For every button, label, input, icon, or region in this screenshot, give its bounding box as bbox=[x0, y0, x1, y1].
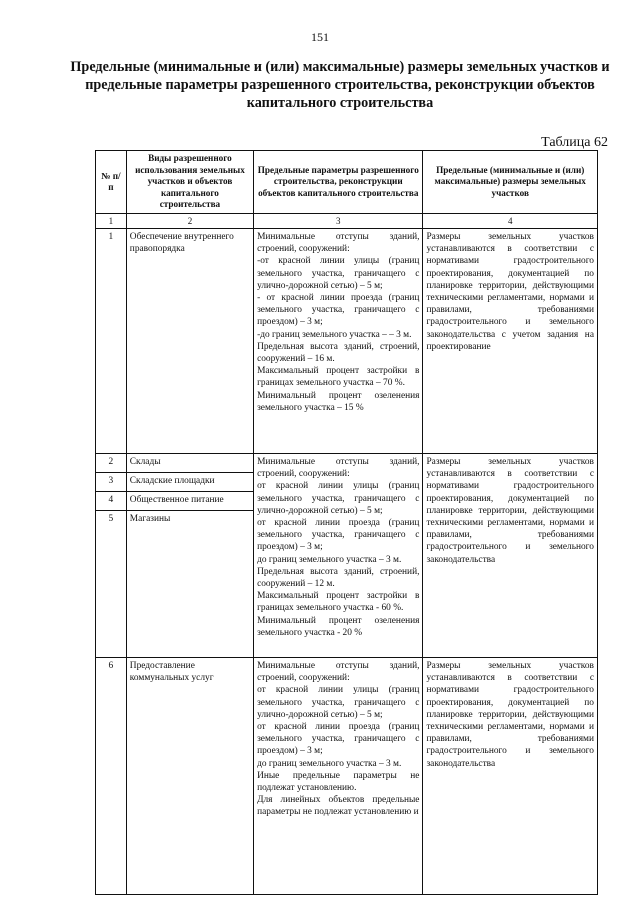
row-number: 3 bbox=[96, 473, 127, 492]
param-line: Минимальный процент озеленения земельного участка - 20 % bbox=[257, 615, 420, 638]
row-number: 4 bbox=[96, 492, 127, 511]
param-line: от красной линии улицы (границ земельного участка, граничащего с улично-дорожной сетью) – 5 м; bbox=[257, 481, 420, 516]
param-line: Минимальные отступы зданий, строений, сооружений: bbox=[257, 457, 420, 480]
table-row bbox=[96, 658, 598, 895]
table-header-row bbox=[96, 151, 598, 214]
param-line: от красной линии улицы (границ земельного участка, граничащего с улично-дорожной сетью) – 5 м; bbox=[257, 685, 420, 720]
param-line: Для линейных объектов предельные параметры не подлежат установлению и bbox=[257, 795, 420, 818]
use-type-name: Предоставление коммунальных услуг bbox=[126, 658, 253, 895]
use-type-name: Обеспечение внутреннего правопорядка bbox=[126, 229, 253, 454]
param-line: до границ земельного участка – 3 м. bbox=[257, 758, 402, 769]
build-params-cell bbox=[254, 229, 423, 454]
param-line: Максимальный процент застройки в границах земельного участка – 70 %. bbox=[257, 366, 420, 389]
column-number: 2 bbox=[126, 214, 253, 229]
param-line: Минимальные отступы зданий, строений, сооружений: bbox=[257, 661, 420, 684]
param-line: - от красной линии проезда (границ земельного участка, граничащего с проездом) – 3 м; bbox=[257, 293, 420, 328]
param-line: -до границ земельного участка – – 3 м. bbox=[257, 329, 412, 340]
param-line: Максимальный процент застройки в границах земельного участка - 60 %. bbox=[257, 591, 420, 614]
header-use-types: Виды разрешенного использования земельных участков и объектов капитального строительства bbox=[126, 151, 253, 214]
limits-table bbox=[95, 150, 598, 895]
column-number: 1 bbox=[96, 214, 127, 229]
use-type-name: Общественное питание bbox=[126, 492, 253, 511]
param-line: Предельная высота зданий, строений, сооружений – 16 м. bbox=[257, 341, 420, 365]
row-number: 1 bbox=[96, 229, 127, 454]
plot-sizes-cell: Размеры земельных участков устанавливаются в соответствии с нормативами градостроительного проектирования, документацией по планировке территории, действующими техническими регламентами, нормами и правилами, требованиями градостроительного и земельного законодательства bbox=[423, 658, 598, 895]
use-type-name: Склады bbox=[126, 454, 253, 473]
column-number: 3 bbox=[254, 214, 423, 229]
table-row bbox=[96, 454, 598, 473]
header-plot-sizes: Предельные (минимальные и (или) максимальные) размеры земельных участков bbox=[423, 151, 598, 214]
param-line: -от красной линии улицы (границ земельного участка, граничащего с улично-дорожной сетью) – 5 м; bbox=[257, 256, 420, 291]
page-number: 151 bbox=[311, 30, 329, 44]
param-line: от красной линии проезда (границ земельного участка, граничащего с проездом) – 3 м; bbox=[257, 722, 420, 757]
use-type-name: Магазины bbox=[126, 511, 253, 658]
row-number: 2 bbox=[96, 454, 127, 473]
param-line: Минимальный процент озеленения земельного участка – 15 % bbox=[257, 390, 420, 413]
param-line: Предельная высота зданий, строений, сооружений – 12 м. bbox=[257, 566, 420, 590]
plot-sizes-cell: Размеры земельных участков устанавливаются в соответствии с нормативами градостроительного проектирования, документацией по планировке территории, действующими техническими регламентами, нормами и правилами, требованиями градостроительного и земельного законодательства bbox=[423, 454, 598, 658]
use-type-name: Складские площадки bbox=[126, 473, 253, 492]
param-line: от красной линии проезда (границ земельного участка, граничащего с проездом) – 3 м; bbox=[257, 518, 420, 553]
row-number: 6 bbox=[96, 658, 127, 895]
header-build-params: Предельные параметры разрешенного строительства, реконструкции объектов капитального строительства bbox=[254, 151, 423, 214]
plot-sizes-cell: Размеры земельных участков устанавливаются в соответствии с нормативами градостроительного проектирования, документацией по планировке территории, действующими техническими регламентами, нормами и правилами, требованиями градостроительного и земельного законодательства с учетом задания на проектирование bbox=[423, 229, 598, 454]
param-line: до границ земельного участка – 3 м. bbox=[257, 554, 402, 565]
document-title: Предельные (минимальные и (или) максимальные) размеры земельных участков и предельные параметры разрешенного строительства, реконструкции объектов капитального строительства bbox=[70, 59, 610, 111]
column-number: 4 bbox=[423, 214, 598, 229]
column-number-row bbox=[96, 214, 598, 229]
build-params-cell bbox=[254, 454, 423, 658]
param-line: Иные предельные параметры не подлежат установлению. bbox=[257, 770, 420, 794]
table-label: Таблица 62 bbox=[541, 135, 608, 150]
row-number: 5 bbox=[96, 511, 127, 658]
build-params-cell bbox=[254, 658, 423, 895]
table-row bbox=[96, 229, 598, 454]
param-line: Минимальные отступы зданий, строений, сооружений: bbox=[257, 232, 420, 255]
header-number: № п/п bbox=[96, 151, 127, 214]
